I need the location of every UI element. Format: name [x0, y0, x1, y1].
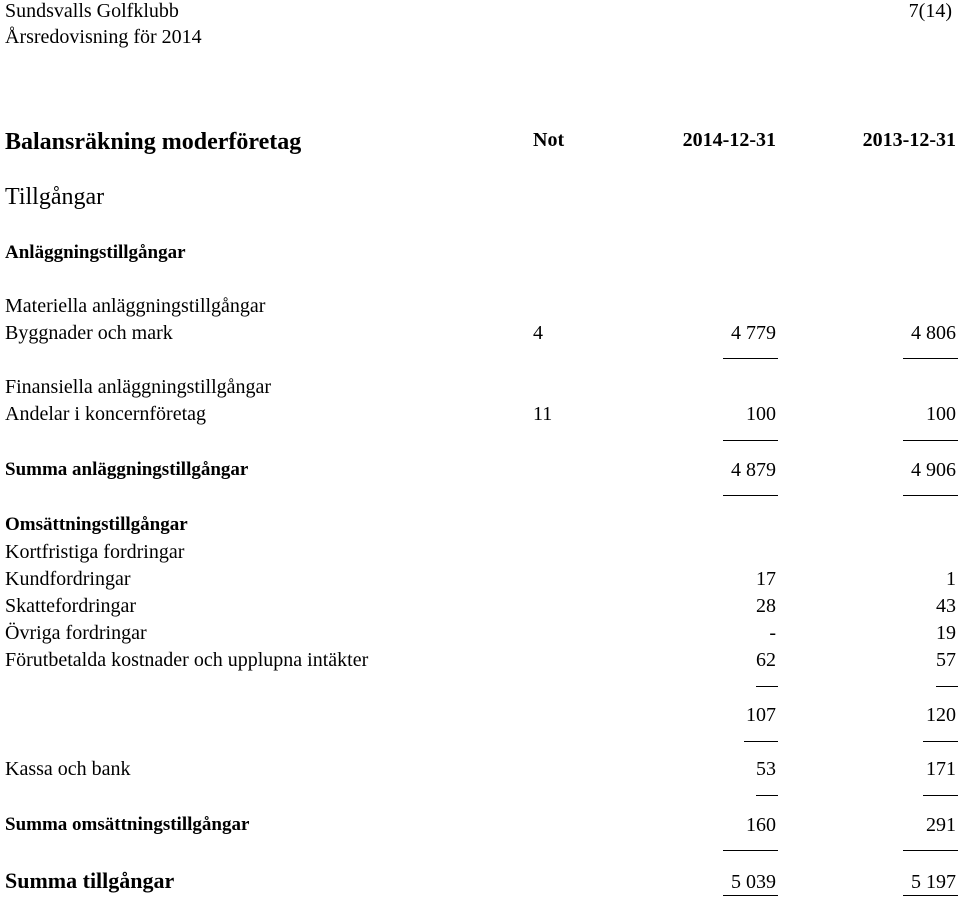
- tangible-assets-heading: Materiella anläggningstillgångar: [5, 295, 266, 317]
- subtotal-rule: [744, 741, 778, 742]
- subtotal-rule: [923, 795, 958, 796]
- total-assets-label: Summa tillgångar: [5, 868, 175, 893]
- row-label: Förutbetalda kostnader och upplupna intäkter: [5, 649, 369, 671]
- column-header-2014: 2014-12-31: [682, 129, 776, 151]
- row-value-2013: 291: [926, 814, 956, 836]
- row-note: 11: [533, 403, 553, 425]
- organization-name: Sundsvalls Golfklubb: [5, 0, 179, 22]
- subtotal-rule: [756, 686, 778, 687]
- row-value-2013: 4 806: [911, 322, 956, 344]
- receivables-heading: Kortfristiga fordringar: [5, 541, 185, 563]
- subtotal-rule: [903, 495, 958, 496]
- current-assets-heading: Omsättningstillgångar: [5, 514, 188, 535]
- row-value-2013: 19: [936, 622, 956, 644]
- subtotal-rule: [903, 850, 958, 851]
- column-header-2013: 2013-12-31: [862, 129, 956, 151]
- row-label: Andelar i koncernföretag: [5, 403, 207, 425]
- column-header-note: Not: [533, 129, 565, 151]
- row-value-2014: 62: [756, 649, 776, 671]
- row-value-2013: 43: [936, 595, 956, 617]
- total-assets-2014: 5 039: [731, 871, 776, 893]
- fixed-assets-heading: Anläggningstillgångar: [5, 242, 186, 263]
- row-value-2014: 17: [756, 568, 776, 590]
- total-double-rule: [903, 895, 958, 896]
- row-value-2014: 53: [756, 758, 776, 780]
- row-value-2013: 4 906: [911, 459, 956, 481]
- fixed-assets-total-label: Summa anläggningstillgångar: [5, 459, 249, 480]
- row-value-2014: 28: [756, 595, 776, 617]
- subtotal-rule: [936, 686, 958, 687]
- receivables-sum-2013: 120: [926, 704, 956, 726]
- subtotal-rule: [723, 850, 778, 851]
- assets-heading: Tillgångar: [5, 184, 105, 210]
- row-value-2014: 4 879: [731, 459, 776, 481]
- subtotal-rule: [903, 358, 958, 359]
- row-label: Kassa och bank: [5, 758, 131, 780]
- current-assets-total-label: Summa omsättningstillgångar: [5, 814, 250, 835]
- subtotal-rule: [903, 440, 958, 441]
- row-value-2014: 100: [746, 403, 776, 425]
- row-value-2014: 160: [746, 814, 776, 836]
- row-value-2013: 171: [926, 758, 956, 780]
- row-value-2013: 100: [926, 403, 956, 425]
- receivables-sum-2014: 107: [746, 704, 776, 726]
- total-double-rule: [723, 895, 778, 896]
- total-assets-2013: 5 197: [911, 871, 956, 893]
- financial-assets-heading: Finansiella anläggningstillgångar: [5, 376, 272, 398]
- page-number: 7(14): [908, 0, 952, 22]
- row-label: Byggnader och mark: [5, 322, 173, 344]
- row-label: Kundfordringar: [5, 568, 131, 590]
- row-value-2014: -: [769, 622, 776, 644]
- row-label: Övriga fordringar: [5, 622, 147, 644]
- row-label: Skattefordringar: [5, 595, 137, 617]
- subtotal-rule: [923, 741, 958, 742]
- subtotal-rule: [756, 795, 778, 796]
- row-note: 4: [533, 322, 543, 344]
- row-value-2014: 4 779: [731, 322, 776, 344]
- subtotal-rule: [723, 440, 778, 441]
- statement-title: Balansräkning moderföretag: [5, 129, 302, 155]
- row-value-2013: 1: [946, 568, 956, 590]
- subtotal-rule: [723, 358, 778, 359]
- row-value-2013: 57: [936, 649, 956, 671]
- subtotal-rule: [723, 495, 778, 496]
- report-title: Årsredovisning för 2014: [5, 26, 202, 48]
